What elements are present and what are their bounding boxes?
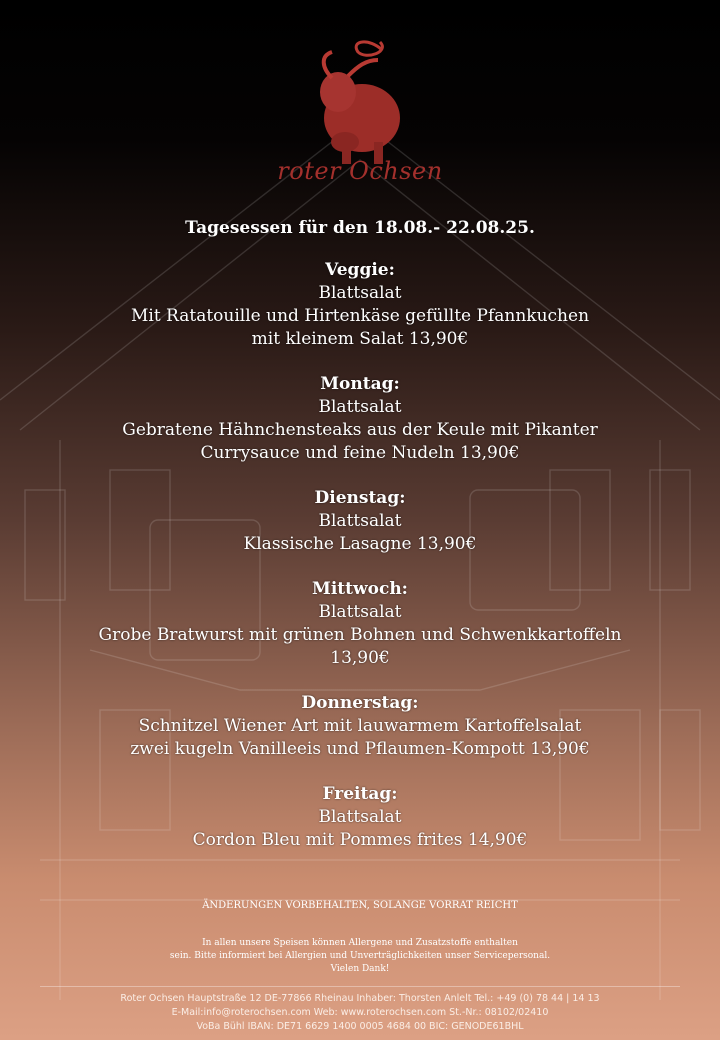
footer-contact-line: E-Mail:info@roterochsen.com Web: www.roterochsen.com St.-Nr.: 08102/02410 (171, 1007, 549, 1018)
menu-line: 13,90€ (330, 648, 390, 668)
menu-line: Klassische Lasagne 13,90€ (243, 534, 477, 554)
menu-line: Gebratene Hähnchensteaks aus der Keule mit Pikanter (122, 420, 598, 440)
allergy-line: sein. Bitte informiert bei Allergien und Unverträglichkeiten unser Servicepersonal. (169, 951, 551, 961)
menu-line: Currysauce und feine Nudeln 13,90€ (200, 443, 520, 463)
day-heading: Freitag: (322, 784, 398, 804)
menu-line: Blattsalat (318, 283, 402, 303)
footer-divider (40, 986, 680, 987)
changes-notice: ÄNDERUNGEN VORBEHALTEN, SOLANGE VORRAT REICHT (202, 900, 518, 911)
menu-section-montag (40, 372, 680, 465)
day-heading: Mittwoch: (312, 579, 408, 599)
allergy-line: In allen unsere Speisen können Allergene und Zusatzstoffe enthalten (202, 938, 518, 948)
day-heading: Montag: (320, 374, 400, 394)
menu-section-donnerstag (40, 691, 680, 761)
footer-bank-line: VoBa Bühl IBAN: DE71 6629 1400 0005 4684 00 BIC: GENODE61BHL (196, 1021, 524, 1032)
allergy-line: Vielen Dank! (330, 964, 390, 974)
footer (0, 992, 720, 1034)
menu-section-veggie (40, 258, 680, 351)
menu-line: Schnitzel Wiener Art mit lauwarmem Kartoffelsalat (138, 716, 582, 736)
menu-line: Blattsalat (318, 511, 402, 531)
menu-line: zwei kugeln Vanilleeis und Pflaumen-Kompott 13,90€ (130, 739, 590, 759)
menu-line: Blattsalat (318, 397, 402, 417)
menu-title: Tagesessen für den 18.08.- 22.08.25. (185, 218, 535, 238)
menu-line: Grobe Bratwurst mit grünen Bohnen und Schwenkkartoffeln (98, 625, 622, 645)
allergy-note (0, 937, 720, 976)
day-heading: Dienstag: (314, 488, 406, 508)
restaurant-logo (270, 30, 450, 195)
menu-line: Cordon Bleu mit Pommes frites 14,90€ (192, 830, 528, 850)
menu-line: Blattsalat (318, 807, 402, 827)
menu-line: Mit Ratatouille und Hirtenkäse gefüllte Pfannkuchen (130, 306, 590, 326)
menu-line: Blattsalat (318, 602, 402, 622)
menu-line: mit kleinem Salat 13,90€ (251, 329, 469, 349)
day-heading: Veggie: (325, 260, 395, 280)
menu-section-freitag (40, 782, 680, 852)
footer-address-line: Roter Ochsen Hauptstraße 12 DE-77866 Rheinau Inhaber: Thorsten Anlelt Tel.: +49 (0) 78 44 | 14 13 (120, 993, 600, 1004)
menu-section-dienstag (40, 486, 680, 556)
weekly-menu (40, 216, 680, 873)
menu-section-mittwoch (40, 577, 680, 670)
day-heading: Donnerstag: (301, 693, 419, 713)
brand-name: roter Ochsen (277, 157, 443, 185)
